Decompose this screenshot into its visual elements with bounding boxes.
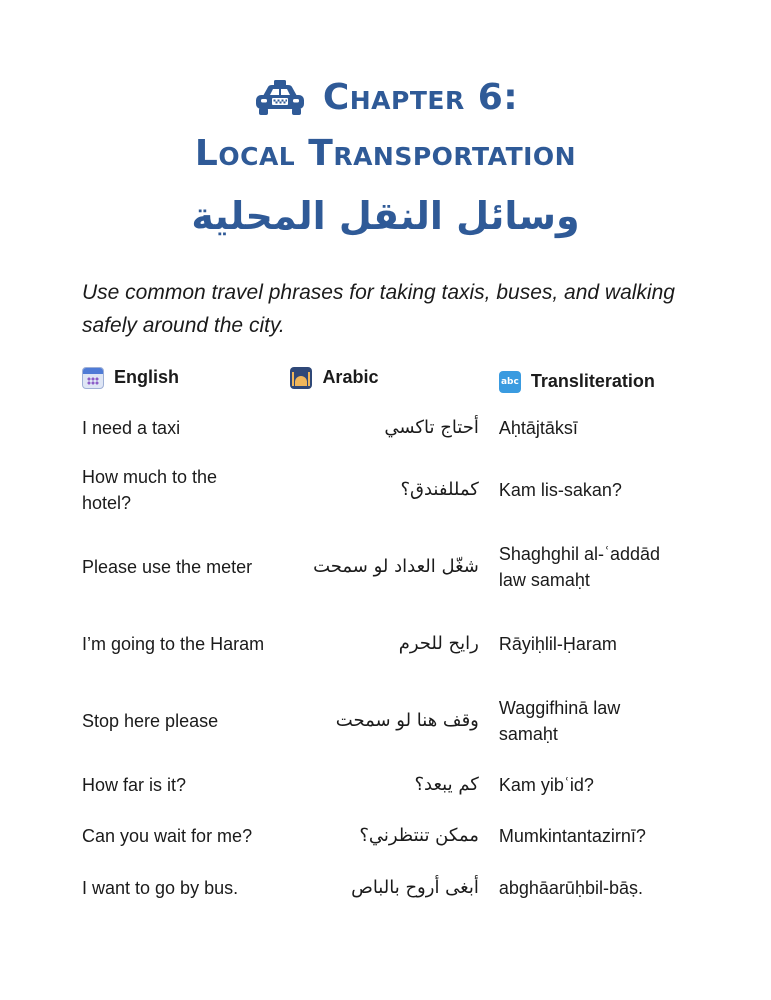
table-row — [72, 762, 692, 808]
header-english — [72, 358, 280, 402]
english-cell: I want to go by bus. — [82, 878, 239, 898]
table-row — [72, 864, 692, 912]
transliteration-cell: Kam yibʿid? — [498, 775, 594, 795]
arabic-cell: رايح للحرم — [398, 633, 479, 654]
chapter-title: Chapter 6: — [322, 77, 519, 118]
intro-paragraph: Use common travel phrases for taking taxis, buses, and walking safely around the city. — [82, 281, 675, 337]
english-cell: I’m going to the Haram — [82, 634, 265, 654]
header-english-label: English — [114, 367, 180, 387]
header-transliteration — [489, 358, 692, 402]
table-row — [72, 454, 692, 526]
phrase-table — [72, 358, 692, 912]
transliteration-cell: Shaghghil al-ʿaddād law samaḥt — [498, 544, 660, 590]
arabic-cell: وقف هنا لو سمحت — [335, 710, 479, 731]
table-header-row — [72, 358, 692, 402]
arabic-cell: شغّل العداد لو سمحت — [313, 556, 479, 577]
table-row — [72, 402, 692, 454]
arabic-cell: كمللفندق؟ — [400, 479, 479, 500]
chapter-title-block — [0, 70, 771, 248]
table-row — [72, 608, 692, 680]
english-cell: I need a taxi — [82, 418, 181, 438]
english-cell: How much to the hotel? — [82, 467, 218, 513]
english-cell: How far is it? — [82, 775, 187, 795]
arabic-cell: كم يبعد؟ — [414, 774, 479, 795]
arabic-cell: أبغى أروح بالباص — [351, 877, 479, 898]
chapter-title-row — [0, 70, 771, 126]
mosque-icon — [290, 367, 312, 389]
arabic-cell: ممكن تنتظرني؟ — [359, 825, 479, 846]
chapter-subtitle: Local Transportation — [194, 133, 577, 174]
taxi-icon — [253, 78, 307, 118]
english-cell: Can you wait for me? — [82, 826, 253, 846]
english-cell: Please use the meter — [82, 557, 253, 577]
english-cell: Stop here please — [82, 711, 219, 731]
transliteration-cell: Waggifhinā law samaḥt — [498, 698, 621, 744]
transliteration-cell: Rāyiḥlil-Ḥaram — [498, 634, 617, 654]
calendar-icon — [82, 367, 104, 389]
header-arabic — [280, 358, 488, 402]
arabic-cell: أحتاج تاكسي — [384, 417, 479, 438]
abc-input-icon: abc — [499, 371, 521, 393]
transliteration-cell: Aḥtājtāksī — [498, 418, 578, 438]
transliteration-cell: Kam lis-sakan? — [498, 480, 622, 500]
chapter-title-arabic: وسائل النقل المحلية — [191, 194, 580, 238]
table-row — [72, 808, 692, 864]
header-transliteration-label: Transliteration — [530, 371, 655, 391]
header-arabic-label: Arabic — [322, 367, 379, 387]
table-row — [72, 680, 692, 762]
transliteration-cell: Mumkintantazirnī? — [498, 826, 646, 846]
transliteration-cell: abghāarūḥbil-bāṣ. — [498, 878, 643, 898]
table-row — [72, 526, 692, 608]
